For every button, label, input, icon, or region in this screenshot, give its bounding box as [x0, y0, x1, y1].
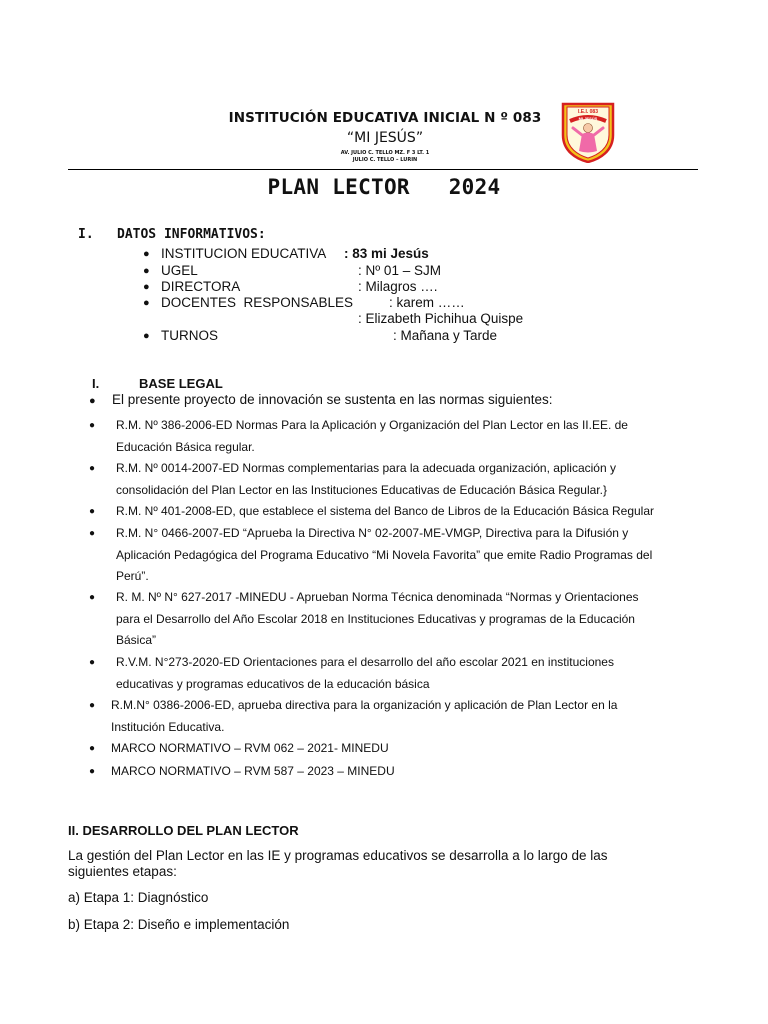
bullet-icon: ● — [89, 463, 96, 474]
bullet-icon: ● — [89, 506, 96, 517]
norm-line: educativas y programas educativos de la educación básica — [116, 676, 430, 691]
info-label-docentes: DOCENTES RESPONSABLES — [161, 295, 354, 310]
bullet-icon: ● — [89, 395, 96, 407]
norm-line: R.V.M. N°273-2020-ED Orientaciones para el desarrollo del año escolar 2021 en instituciones — [116, 655, 614, 669]
norm-line: Aplicación Pedagógica del Programa Educativo “Mi Novela Favorita” que emite Radio Programas del — [116, 547, 653, 562]
bullet-icon: ● — [143, 297, 150, 309]
section-2-title: BASE LEGAL — [139, 376, 223, 391]
stage-2: b) Etapa 2: Diseño e implementación — [68, 917, 290, 932]
paragraph-line: siguientes etapas: — [68, 864, 177, 879]
norm-line: Educación Básica regular. — [116, 439, 255, 454]
logo-text-top: I.E.I. 083 — [577, 109, 599, 115]
bullet-icon: ● — [89, 592, 96, 603]
norm-item — [116, 458, 698, 501]
norm-item — [111, 695, 698, 738]
info-value-docentes-2: : Elizabeth Pichihua Quispe — [358, 311, 524, 326]
section-1-title: DATOS INFORMATIVOS: — [117, 227, 266, 242]
info-value-directora: : Milagros …. — [358, 279, 438, 294]
bullet-icon: ● — [89, 657, 96, 668]
norm-item — [116, 587, 698, 652]
bullet-icon: ● — [143, 330, 150, 342]
norm-line: Institución Educativa. — [111, 719, 225, 734]
bullet-icon: ● — [89, 743, 96, 754]
info-value-institucion: : 83 mi Jesús — [344, 246, 429, 261]
norm-item — [116, 523, 698, 588]
bullet-icon: ● — [143, 265, 150, 277]
header-divider — [68, 169, 698, 170]
bullet-icon: ● — [89, 420, 96, 431]
logo-text-band: MI JESÚS — [578, 116, 598, 121]
info-value-turnos: : Mañana y Tarde — [393, 328, 498, 343]
bullet-icon: ● — [89, 700, 96, 711]
bullet-icon: ● — [89, 528, 96, 539]
school-logo — [560, 101, 616, 163]
info-label-institucion: INSTITUCION EDUCATIVA — [161, 246, 327, 261]
norm-item — [116, 652, 698, 695]
info-value-ugel: : Nº 01 – SJM — [358, 263, 441, 278]
norm-item — [116, 415, 698, 458]
norm-item — [111, 738, 693, 760]
norm-line: R.M.N° 0386-2006-ED, aprueba directiva para la organización y aplicación de Plan Lector en la — [111, 698, 618, 712]
norm-line: R. M. Nº N° 627-2017 -MINEDU - Aprueban Norma Técnica denominada “Normas y Orientaciones — [116, 590, 639, 604]
section-2-number: I. — [92, 376, 100, 391]
bullet-icon: ● — [143, 281, 150, 293]
section-1-number: I. — [78, 227, 94, 242]
info-value-docentes-1: : karem …… — [389, 295, 465, 310]
stage-1: a) Etapa 1: Diagnóstico — [68, 890, 209, 905]
norm-line: R.M. Nº 401-2008-ED, que establece el sistema del Banco de Libros de la Educación Básica Regular — [116, 504, 655, 518]
page-title: PLAN LECTOR 2024 — [267, 175, 501, 199]
norm-line: MARCO NORMATIVO – RVM 587 – 2023 – MINEDU — [111, 764, 395, 778]
norm-item — [111, 761, 693, 783]
info-label-directora: DIRECTORA — [161, 279, 241, 294]
development-paragraph — [68, 848, 668, 880]
norm-line: R.M. N° 0466-2007-ED “Aprueba la Directiva N° 02-2007-ME-VMGP, Directiva para la Difusión y — [116, 526, 629, 540]
school-address-line-2: JULIO C. TELLO – LURIN — [352, 157, 418, 163]
norm-line: para el Desarrollo del Año Escolar 2018 en Instituciones Educativas y programas de la Educación — [116, 611, 635, 626]
section-3-title: II. DESARROLLO DEL PLAN LECTOR — [68, 823, 299, 838]
norm-line: consolidación del Plan Lector en las Instituciones Educativas de Educación Básica Regular.} — [116, 482, 607, 497]
info-label-ugel: UGEL — [161, 263, 198, 278]
base-legal-intro: El presente proyecto de innovación se sustenta en las normas siguientes: — [112, 392, 553, 407]
norm-line: Perú”. — [116, 569, 149, 583]
bullet-icon: ● — [143, 248, 150, 260]
paragraph-line: La gestión del Plan Lector en las IE y programas educativos se desarrolla a lo largo de las — [68, 848, 608, 863]
school-name: INSTITUCIÓN EDUCATIVA INICIAL N º 083 — [228, 110, 542, 126]
info-label-turnos: TURNOS — [161, 328, 218, 343]
bullet-icon: ● — [89, 766, 96, 777]
norm-item — [116, 501, 698, 523]
norm-line: MARCO NORMATIVO – RVM 062 – 2021- MINEDU — [111, 741, 389, 755]
school-address-line-1: AV. JULIO C. TELLO MZ. F 3 LT. 1 — [340, 150, 430, 156]
norm-line: R.M. Nº 386-2006-ED Normas Para la Aplicación y Organización del Plan Lector en las II.EE. de — [116, 418, 628, 432]
school-motto: “MI JESÚS” — [346, 130, 424, 146]
norm-line: R.M. Nº 0014-2007-ED Normas complementarias para la adecuada organización, aplicación y — [116, 461, 616, 475]
norm-line: Básica” — [116, 633, 157, 647]
